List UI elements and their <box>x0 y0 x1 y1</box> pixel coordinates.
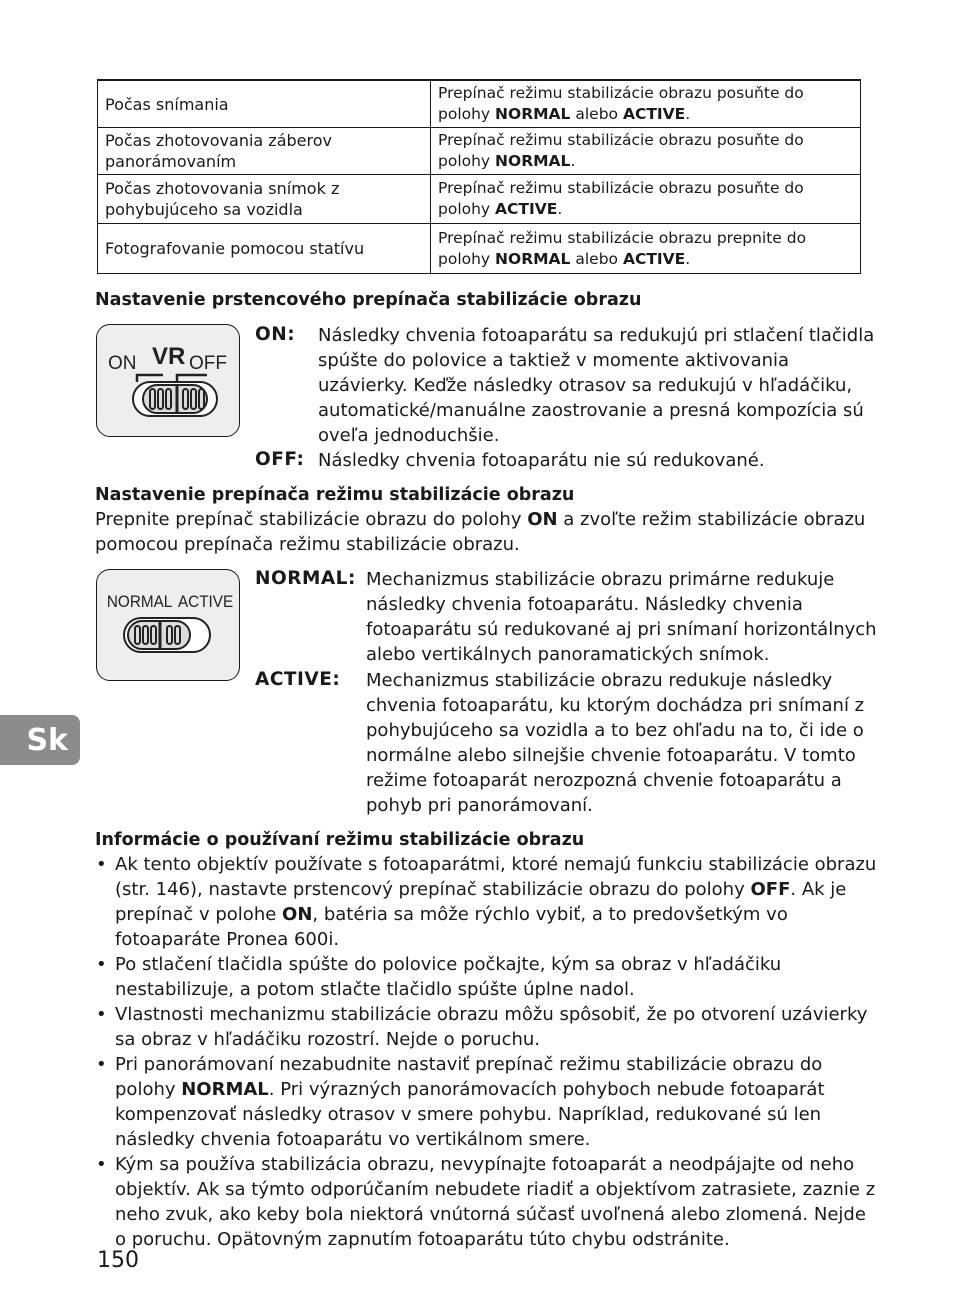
desc-off: Následky chvenia fotoaparátu nie sú redukované. <box>318 450 765 471</box>
term-active: ACTIVE: <box>255 669 341 690</box>
vr-switch-illustration <box>96 324 240 437</box>
table-row <box>98 175 861 224</box>
table-cell-instruction: Prepínač režimu stabilizácie obrazu posuňte do polohy ACTIVE. <box>431 175 861 224</box>
bullet-icon: • <box>96 1054 107 1075</box>
table-cell-instruction: Prepínač režimu stabilizácie obrazu posuňte do polohy NORMAL alebo ACTIVE. <box>431 80 861 128</box>
bullet-icon: • <box>96 854 107 875</box>
list-item: • Kým sa používa stabilizácia obrazu, nevypínajte fotoaparát a neodpájajte od neho objektív. Ak sa týmto odporúčaním nebudete riadiť a objektívom zatrasiete, zaznie z neho zvuk, ako keby bola niektorá vnútorná súčasť uvoľnená alebo zlomená. Nejde o poruchu. Opätovným zapnutím fotoaparátu túto chybu odstránite. <box>96 1154 876 1250</box>
usage-notes <box>96 852 881 1252</box>
vr-switch-off-label: OFF <box>189 353 227 374</box>
term-normal: NORMAL: <box>255 568 356 589</box>
language-tab: Sk <box>0 715 80 765</box>
vr-switch-vr-label: VR <box>152 343 186 370</box>
list-item: • Ak tento objektív používate s fotoaparátmi, ktoré nemajú funkciu stabilizácie obrazu (str. 146), nastavte prstencový prepínač stabilizácie obrazu do polohy OFF. Ak je prepínač v polohe ON, batéria sa môže rýchlo vybiť, a to predovšetkým vo fotoaparáte Pronea 600i. <box>96 854 877 950</box>
table-cell-situation: Počas zhotovovania záberov panorámovaním <box>98 128 431 175</box>
desc-normal: Mechanizmus stabilizácie obrazu primárne redukuje následky chvenia fotoaparátu. Následky chvenia fotoaparátu sú redukované aj pri snímaní horizontálnych alebo vertikálnych panoramatických snímok. <box>366 569 877 665</box>
table-cell-situation: Počas snímania <box>98 80 431 128</box>
stabilization-table <box>97 79 861 274</box>
desc-on: Následky chvenia fotoaparátu sa redukujú pri stlačení tlačidla spúšte do polovice a taktiež v momente aktivovania uzávierky. Keďže následky otrasov sa redukujú v hľadáčiku, automatické/manuálne zaostrovanie a presná kompozícia sú oveľa jednoduchšie. <box>318 325 875 446</box>
list-item: • Po stlačení tlačidla spúšte do polovice počkajte, kým sa obraz v hľadáčiku nestabilizuje, a potom stlačte tlačidlo spúšte úplne nadol. <box>96 954 782 1000</box>
section-heading-vr-mode: Nastavenie prepínača režimu stabilizácie obrazu <box>95 485 575 505</box>
list-item: • Pri panorámovaní nezabudnite nastaviť prepínač režimu stabilizácie obrazu do polohy NORMAL. Pri výrazných panorámovacích pohyboch nebude fotoaparát kompenzovať následky otrasov v smere pohybu. Napríklad, redukované sú len následky chvenia fotoaparátu vo vertikálnom smere. <box>96 1054 825 1150</box>
bullet-list <box>96 852 881 1252</box>
bullet-icon: • <box>96 954 107 975</box>
section-heading-usage-info: Informácie o používaní režimu stabilizácie obrazu <box>95 830 585 850</box>
table-cell-situation: Fotografovanie pomocou statívu <box>98 224 431 274</box>
table-row <box>98 224 861 274</box>
bullet-icon: • <box>96 1004 107 1025</box>
table-row <box>98 128 861 175</box>
desc-active: Mechanizmus stabilizácie obrazu redukuje následky chvenia fotoaparátu, ku ktorým dochádza pri snímaní z pohybujúceho sa vozidla a to bez ohľadu na to, či ide o normálne alebo silnejšie chvenie fotoaparátu. V tomto režime fotoaparát nerozpozná chvenie fotoaparátu a pohyb pri panorámovaní. <box>366 670 865 816</box>
list-item: • Vlastnosti mechanizmu stabilizácie obrazu môžu spôsobiť, že po otvorení uzávierky sa obraz v hľadáčiku rozostrí. Nejde o poruchu. <box>96 1004 868 1050</box>
table-cell-instruction: Prepínač režimu stabilizácie obrazu posuňte do polohy NORMAL. <box>431 128 861 175</box>
vr-switch-on-label: ON <box>108 353 137 374</box>
vr-switch-icon <box>97 325 239 436</box>
mode-switch-normal-label: NORMAL <box>106 592 173 612</box>
table-row <box>98 80 861 128</box>
vr-mode-switch-illustration <box>96 569 240 681</box>
table-cell-instruction: Prepínač režimu stabilizácie obrazu prepnite do polohy NORMAL alebo ACTIVE. <box>431 224 861 274</box>
section-heading-vr-ring: Nastavenie prstencového prepínača stabilizácie obrazu <box>95 290 642 310</box>
mode-switch-active-label: ACTIVE <box>178 592 234 612</box>
term-off: OFF: <box>255 449 305 470</box>
vr-mode-intro: Prepnite prepínač stabilizácie obrazu do polohy ON a zvoľte režim stabilizácie obrazu pomocou prepínača režimu stabilizácie obrazu. <box>95 509 866 555</box>
page-number: 150 <box>97 1248 139 1273</box>
table-cell-situation: Počas zhotovovania snímok z pohybujúceho sa vozidla <box>98 175 431 224</box>
term-on: ON: <box>255 324 296 345</box>
bullet-icon: • <box>96 1154 107 1175</box>
vr-mode-switch-icon <box>97 570 239 680</box>
